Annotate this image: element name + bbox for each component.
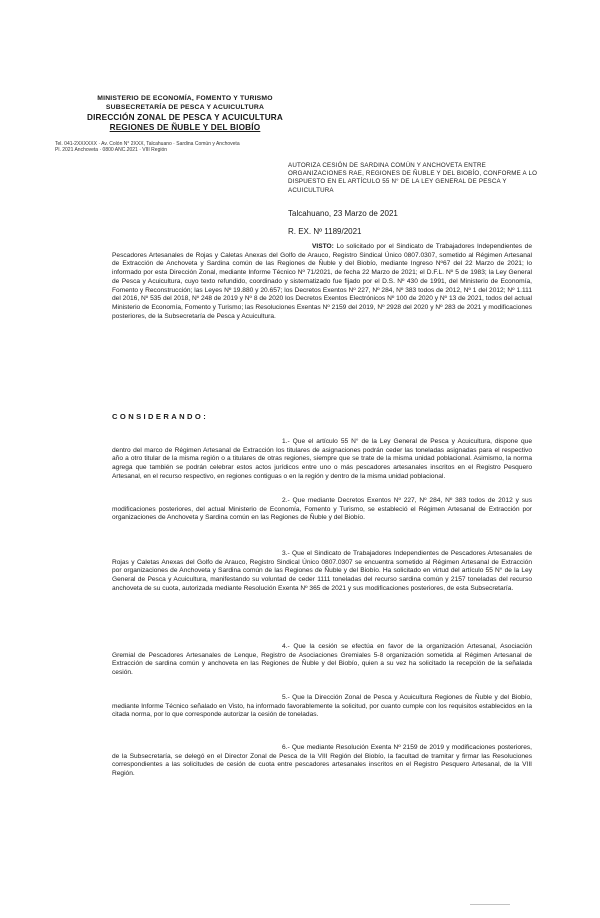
visto-paragraph bbox=[112, 243, 532, 321]
date-line: Talcahuano, 23 Marzo de 2021 bbox=[288, 209, 398, 218]
considerando-clause-3: 3.- Que el Sindicato de Trabajadores Independientes de Pescadores Artesanales de Rojas y Caletas Anexas del Golfo de Arauco, Registro Sindical Único 0807.0307 se encuentra sometido al Régimen Artesanal de Extracción por organizaciones de Anchoveta y Sardina común de las Regiones de Ñuble y del Biobío. Ha solicitado en virtud del artículo 55 N° de la Ley General de Pesca y Acuicultura, manifestando su voluntad de ceder 1111 toneladas del recurso sardina común y 2157 toneladas del recurso anchoveta de su cuota, autorizada mediante Resolución Exenta Nº 365 de 2021 y sus modificaciones posteriores, de esta Subsecretaría. bbox=[112, 550, 532, 592]
resolution-subject: AUTORIZA CESIÓN DE SARDINA COMÚN Y ANCHOVETA ENTRE ORGANIZACIONES RAE, REGIONES DE ÑUBLE Y DEL BIOBÍO, CONFORME A LO DISPUESTO EN EL ARTÍCULO 55 N° DE LA LEY GENERAL DE PESCA Y ACUICULTURA bbox=[288, 162, 538, 194]
considerando-clause-2: 2.- Que mediante Decretos Exentos Nº 227, Nº 284, Nº 383 todos de 2012 y sus modificaciones posteriores, del actual Ministerio de Economía, Fomento y Turismo, se estableció el Régimen Artesanal de Extracción por organizaciones de Anchoveta y Sardina común en las Regiones de Ñuble y del Biobío. bbox=[112, 497, 532, 522]
considerando-heading: CONSIDERANDO: bbox=[112, 412, 209, 421]
letterhead bbox=[55, 94, 315, 133]
page-footer-mark bbox=[470, 904, 510, 911]
considerando-clause-6: 6.- Que mediante Resolución Exenta Nº 2159 de 2019 y modificaciones posteriores, de la Subsecretaría, se delegó en el Director Zonal de Pesca de la VIII Región del Biobío, la facultad de tramitar y firmar las Resoluciones correspondientes a las solicitudes de cesión de cuota entre pescadores artesanales inscritos en el Registro Pesquero Artesanal, de la VIII Región. bbox=[112, 744, 532, 778]
resolution-number: R. EX. Nº 1189/2021 bbox=[288, 227, 362, 236]
letterhead-contact bbox=[55, 141, 325, 153]
considerando-clause-5: 5.- Que la Dirección Zonal de Pesca y Acuicultura Regiones de Ñuble y del Biobío, mediante Informe Técnico señalado en Visto, ha informado favorablemente la solicitud, por cuanto cumple con los requisitos establecidos en la citada norma, por lo que corresponde autorizar la cesión de toneladas. bbox=[112, 694, 532, 719]
considerando-clause-4: 4.- Que la cesión se efectúa en favor de la organización Artesanal, Asociación Gremial de Pescadores Artesanales de Lenque, Registro de Asociaciones Gremiales 5-8 organización sometida al Régimen Artesanal de Extracción de sardina común y anchoveta en las Regiones de Ñuble y del Biobío, quien a su vez ha solicitado la recepción de la señalada cesión. bbox=[112, 643, 532, 677]
ministry-name: MINISTERIO DE ECONOMÍA, FOMENTO Y TURISMO bbox=[97, 95, 273, 102]
considerando-clause-1: 1.- Que el artículo 55 N° de la Ley General de Pesca y Acuicultura, dispone que dentro del marco de Régimen Artesanal de Extracción los titulares de asignaciones podrán ceder las toneladas asignadas para el respectivo año a otro titular de la misma región o a titulares de otras regiones, siempre que se trate de la misma unidad poblacional. Asimismo, la norma agrega que también se podrán celebrar estos actos jurídicos entre uno o más pescadores artesanales inscritos en el Registro Pesquero Artesanal, en el recurso respectivo, en regiones contiguas o en la región y dentro de la misma unidad poblacional. bbox=[112, 438, 532, 480]
zonal-directorate-name: DIRECCIÓN ZONAL DE PESCA Y ACUICULTURA bbox=[86, 112, 284, 122]
undersecretariat-name: SUBSECRETARÍA DE PESCA Y ACUICULTURA bbox=[105, 104, 265, 112]
contact-line-1: Tel. 041-2XXXXXX · Av. Colón N° 2XXX, Talcahuano · Sardina Común y Anchoveta bbox=[55, 141, 240, 147]
visto-text: Lo solicitado por el Sindicato de Trabajadores Independientes de Pescadores Artesanales de Rojas y Caletas Anexas del Golfo de Arauco, Registro Sindical Único 0807.0307, sometido al Régimen Artesanal de Extracción de Anchoveta y Sardina común de las Regiones de Ñuble y del Biobío, mediante Ingreso Nº67 del 22 Marzo de 2021; lo informado por esta Dirección Zonal, mediante Informe Técnico Nº 71/2021, de fecha 22 Marzo de 2021; el D.F.L. Nº 5 de 1983; la Ley General de Pesca y Acuicultura, cuyo texto refundido, coordinado y sistematizado fue fijado por el D.S. Nº 430 de 1991, del Ministerio de Economía, Fomento y Reconstrucción; las Leyes Nº 19.880 y 20.657; los Decretos Exentos Nº 227, Nº 284, Nº 383 todos de 2012, Nº 1 del 2012; Nº 1.111 del 2016, Nº 535 del 2018, Nº 248 de 2019 y Nº 8 de 2020 los Decretos Exentos Electrónicos Nº 100 de 2020 y Nº 13 de 2021, todos del actual Ministerio de Economía, Fomento y Turismo; las Resoluciones Exentas Nº 2159 del 2019, Nº 2928 del 2020 y Nº 283 de 2021 y modificaciones posteriores, de la Subsecretaría de Pesca y Acuicultura. bbox=[112, 243, 532, 320]
contact-line-2: Pl. 2021 Anchoveta · 0800 ANC.2021 · VIII Región bbox=[55, 147, 168, 154]
visto-label: VISTO: bbox=[312, 243, 334, 250]
regions-name: REGIONES DE ÑUBLE Y DEL BIOBÍO bbox=[109, 122, 261, 132]
